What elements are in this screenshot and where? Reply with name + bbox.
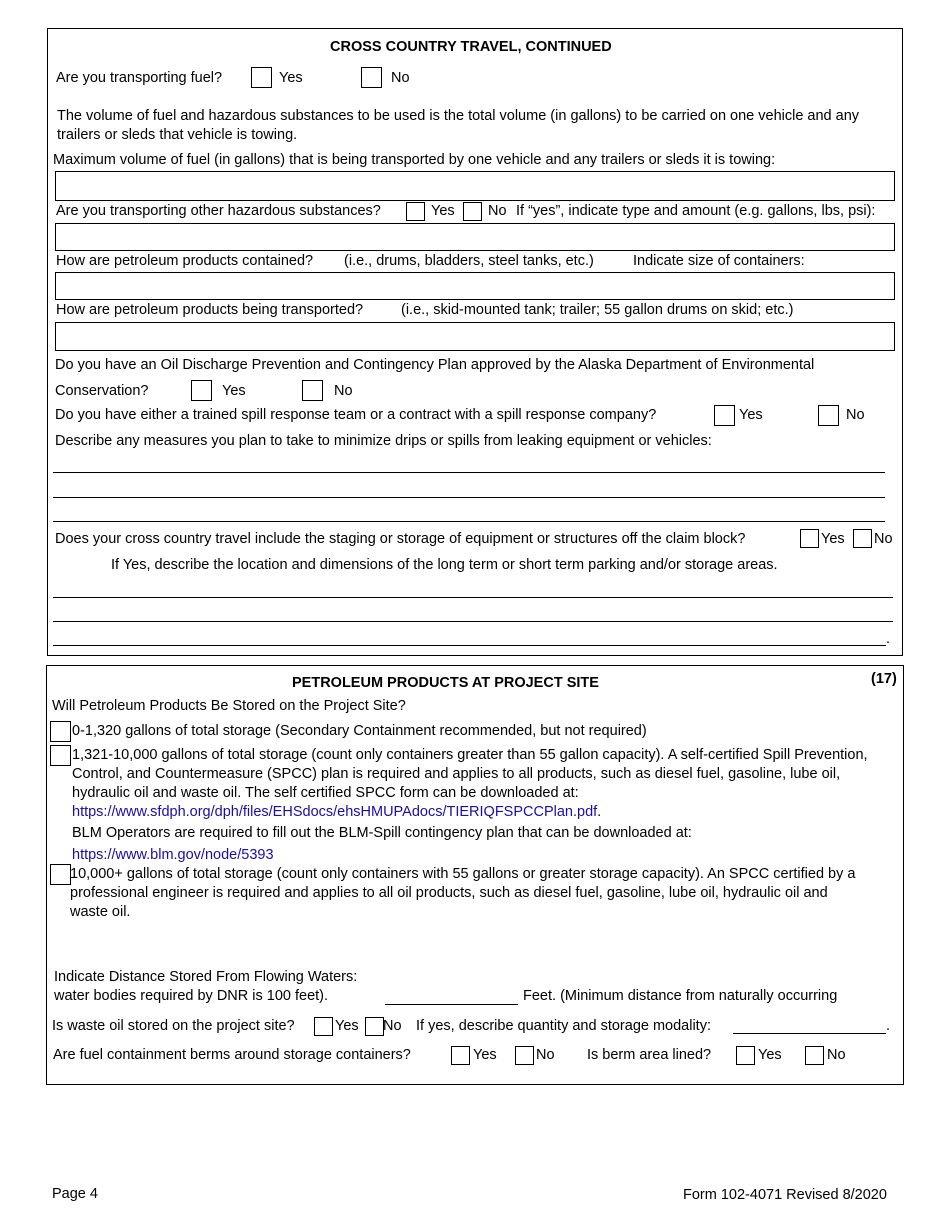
- berms-yes-label: Yes: [473, 1047, 497, 1063]
- max-volume-question: Maximum volume of fuel (in gallons) that is being transported by one vehicle and any trailers or sleds it is towing:: [53, 152, 776, 168]
- staging-no-checkbox[interactable]: [853, 529, 872, 548]
- blm-text: BLM Operators are required to fill out the BLM-Spill contingency plan that can be downloaded at:: [72, 825, 692, 841]
- max-volume-field[interactable]: [55, 171, 895, 201]
- oil-plan-yes-checkbox[interactable]: [191, 380, 212, 401]
- container-size-label: Indicate size of containers:: [633, 253, 805, 269]
- spill-team-yes-checkbox[interactable]: [714, 405, 735, 426]
- hazardous-no-label: No: [488, 203, 507, 219]
- storage-opt1-checkbox[interactable]: [50, 721, 71, 742]
- oil-plan-no-checkbox[interactable]: [302, 380, 323, 401]
- measures-line-3[interactable]: [53, 521, 885, 522]
- berm-lined-yes-checkbox[interactable]: [736, 1046, 755, 1065]
- waste-oil-no-checkbox[interactable]: [365, 1017, 384, 1036]
- fuel-question: Are you transporting fuel?: [56, 70, 223, 86]
- berm-lined-yes-label: Yes: [758, 1047, 782, 1063]
- storage-opt3-checkbox[interactable]: [50, 864, 71, 885]
- berms-yes-checkbox[interactable]: [451, 1046, 470, 1065]
- berms-no-label: No: [536, 1047, 555, 1063]
- measures-question: Describe any measures you plan to take to minimize drips or spills from leaking equipment or vehicles:: [55, 433, 712, 449]
- blm-link[interactable]: https://www.blm.gov/node/5393: [72, 847, 274, 863]
- spill-team-no-label: No: [846, 407, 865, 423]
- spill-team-no-checkbox[interactable]: [818, 405, 839, 426]
- measures-line-2[interactable]: [53, 497, 885, 498]
- fuel-yes-checkbox[interactable]: [251, 67, 272, 88]
- stored-question: Will Petroleum Products Be Stored on the Project Site?: [52, 698, 406, 714]
- fuel-yes-label: Yes: [279, 70, 303, 86]
- page-number: Page 4: [52, 1186, 98, 1202]
- staging-line-2[interactable]: [53, 621, 893, 622]
- berm-lined-no-label: No: [827, 1047, 846, 1063]
- hazardous-yes-checkbox[interactable]: [406, 202, 425, 221]
- volume-note: The volume of fuel and hazardous substances to be used is the total volume (in gallons) to be carried on one vehicle and any trailers or sleds that vehicle is towing.: [57, 108, 860, 143]
- storage-opt2-checkbox[interactable]: [50, 745, 71, 766]
- form-number: Form 102-4071 Revised 8/2020: [683, 1187, 887, 1203]
- oil-plan-yes-label: Yes: [222, 383, 246, 399]
- storage-opt3-text: 10,000+ gallons of total storage (count only containers with 55 gallons or greater storage capacity). An SPCC certified by a professional engineer is required and applies to all oil products, such as diesel fuel, gasoline, lube oil, hydraulic oil and waste oil.: [70, 866, 856, 920]
- berms-question: Are fuel containment berms around storage containers?: [53, 1047, 411, 1063]
- waste-oil-yes-label: Yes: [335, 1018, 359, 1034]
- fuel-no-label: No: [391, 70, 410, 86]
- hazardous-question: Are you transporting other hazardous substances?: [56, 203, 381, 219]
- oil-plan-question-line1: Do you have an Oil Discharge Prevention and Contingency Plan approved by the Alaska Department of Environmental: [55, 357, 815, 373]
- staging-describe: If Yes, describe the location and dimensions of the long term or short term parking and/or storage areas.: [111, 557, 778, 573]
- contained-field[interactable]: [55, 272, 895, 300]
- hazardous-no-checkbox[interactable]: [463, 202, 482, 221]
- waste-oil-describe: If yes, describe quantity and storage modality:: [416, 1018, 711, 1034]
- waste-oil-no-label: No: [383, 1018, 402, 1034]
- staging-yes-label: Yes: [821, 531, 845, 547]
- distance-label: Indicate Distance Stored From Flowing Waters:: [54, 969, 358, 985]
- oil-plan-question-line2: Conservation?: [55, 383, 149, 399]
- waste-oil-question: Is waste oil stored on the project site?: [52, 1018, 295, 1034]
- staging-period: .: [886, 631, 891, 647]
- berm-lined-no-checkbox[interactable]: [805, 1046, 824, 1065]
- staging-line-3[interactable]: [53, 645, 886, 646]
- berms-no-checkbox[interactable]: [515, 1046, 534, 1065]
- waste-oil-input-line[interactable]: [733, 1033, 886, 1034]
- hazardous-indicate: If “yes”, indicate type and amount (e.g. gallons, lbs, psi):: [516, 203, 876, 219]
- staging-line-1[interactable]: [53, 597, 893, 598]
- transported-question: How are petroleum products being transported?: [56, 302, 364, 318]
- contained-question: How are petroleum products contained?: [56, 253, 314, 269]
- staging-question: Does your cross country travel include the staging or storage of equipment or structures off the claim block?: [55, 531, 746, 547]
- distance-input-line[interactable]: [385, 1004, 518, 1005]
- storage-opt2-text: 1,321-10,000 gallons of total storage (count only containers greater than 55 gallon capacity). A self-certified Spill Prevention, Control, and Countermeasure (SPCC) plan is required and applies to all products, such as diesel fuel, gasoline, lube oil, hydraulic oil and waste oil. The self certified SPCC form can be downloaded at:: [72, 747, 868, 801]
- contained-examples: (i.e., drums, bladders, steel tanks, etc.): [344, 253, 594, 269]
- distance-note-left: water bodies required by DNR is 100 feet).: [54, 988, 329, 1004]
- measures-line-1[interactable]: [53, 472, 885, 473]
- fuel-no-checkbox[interactable]: [361, 67, 382, 88]
- storage-opt2-block: 1,321-10,000 gallons of total storage (count only containers greater than 55 gallon capacity). A self-certified Spill Prevention, Control, and Countermeasure (SPCC) plan is required and applies to all products, such as diesel fuel, gasoline, lube oil, hydraulic oil and waste oil. The self certified SPCC form can be downloaded at: https://www.sfdph.org/dph/files/EHSdocs/ehsHMUPAdocs/TIERIQFSPCCPlan.pdf.: [72, 747, 868, 820]
- oil-plan-no-label: No: [334, 383, 353, 399]
- spill-team-question: Do you have either a trained spill response team or a contract with a spill response company?: [55, 407, 657, 423]
- waste-oil-period: .: [886, 1018, 891, 1034]
- staging-no-label: No: [874, 531, 893, 547]
- berm-lined-question: Is berm area lined?: [587, 1047, 712, 1063]
- section-number: (17): [871, 671, 897, 687]
- hazardous-yes-label: Yes: [431, 203, 455, 219]
- spill-team-yes-label: Yes: [739, 407, 763, 423]
- transported-examples: (i.e., skid-mounted tank; trailer; 55 gallon drums on skid; etc.): [401, 302, 794, 318]
- distance-note-right: Feet. (Minimum distance from naturally occurring: [523, 988, 838, 1004]
- transported-field[interactable]: [55, 322, 895, 351]
- spcc-link[interactable]: https://www.sfdph.org/dph/files/EHSdocs/ehsHMUPAdocs/TIERIQFSPCCPlan.pdf: [72, 804, 598, 820]
- storage-opt1-text: 0-1,320 gallons of total storage (Secondary Containment recommended, but not required): [72, 723, 647, 739]
- petroleum-title: PETROLEUM PRODUCTS AT PROJECT SITE: [292, 675, 599, 691]
- section-title: CROSS COUNTRY TRAVEL, CONTINUED: [330, 39, 612, 55]
- staging-yes-checkbox[interactable]: [800, 529, 819, 548]
- waste-oil-yes-checkbox[interactable]: [314, 1017, 333, 1036]
- hazardous-field[interactable]: [55, 223, 895, 251]
